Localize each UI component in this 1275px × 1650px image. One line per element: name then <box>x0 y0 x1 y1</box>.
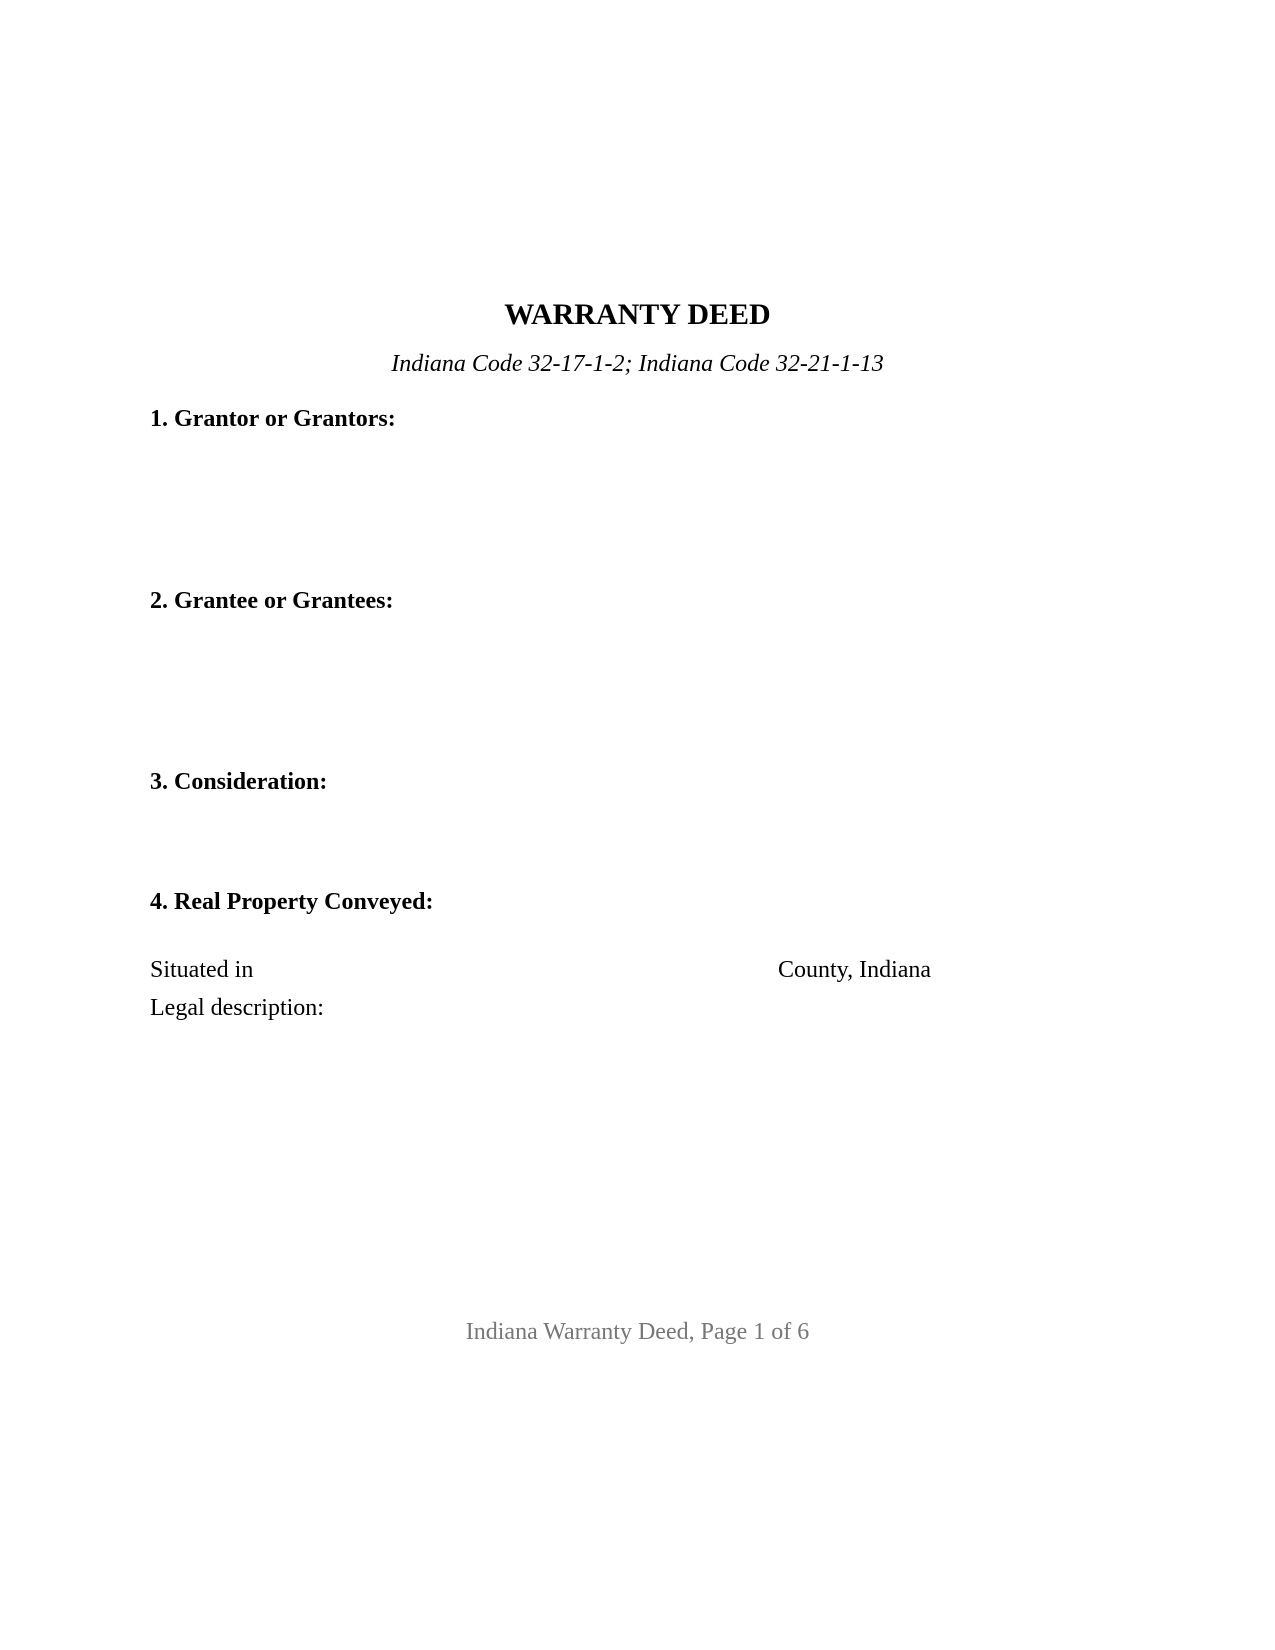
situated-in-label: Situated in <box>150 957 254 983</box>
section-heading-grantee: 2. Grantee or Grantees: <box>150 588 394 614</box>
legal-description-label: Legal description: <box>150 995 324 1021</box>
section-heading-grantor: 1. Grantor or Grantors: <box>150 406 396 432</box>
document-title: WARRANTY DEED <box>504 298 771 331</box>
statute-citation: Indiana Code 32-17-1-2; Indiana Code 32-21-1-13 <box>391 351 884 377</box>
county-label: County, Indiana <box>778 957 932 983</box>
page-footer: Indiana Warranty Deed, Page 1 of 6 <box>465 1319 810 1345</box>
section-heading-real-property: 4. Real Property Conveyed: <box>150 889 434 915</box>
section-heading-consideration: 3. Consideration: <box>150 769 328 795</box>
